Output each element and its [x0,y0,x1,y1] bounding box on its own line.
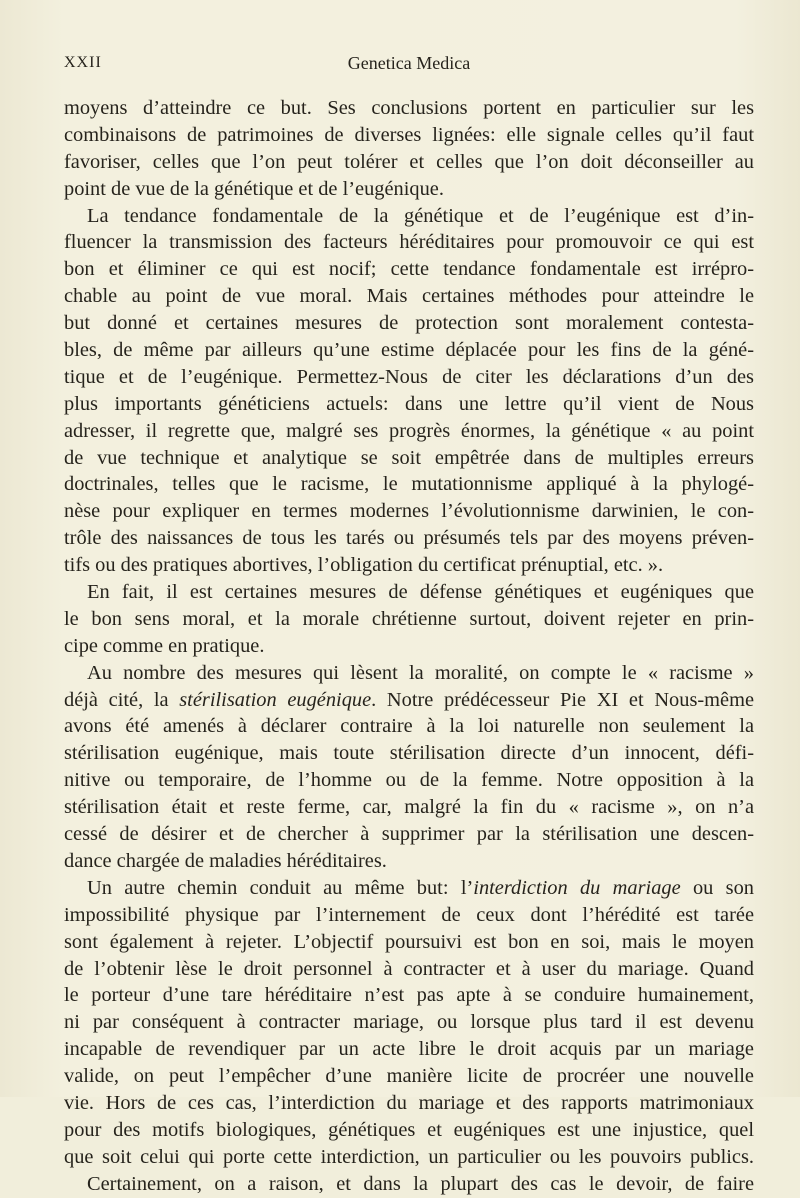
text-line: valide, on peut l’empêcher d’une manière licite de procréer une nouvelle [64,1065,754,1088]
text-line: trôle des naissances de tous les tarés ou présumés tels par des moyens préven- [64,527,754,550]
text-line: de l’obtenir lèse le droit personnel à contracter et à user du mariage. Quand [64,957,754,980]
text-line: nitive ou temporaire, de l’homme ou de la femme. Notre opposition à la [64,769,754,792]
text-line: bles, de même par ailleurs qu’une estime déplacée pour les fins de la géné- [64,339,754,362]
text-line: stérilisation eugénique, mais toute stérilisation directe d’un innocent, défi- [64,742,754,765]
text-line: combinaisons de patrimoines de diverses lignées: elle signale celles qu’il faut [64,123,754,146]
text-line: plus importants généticiens actuels: dans une lettre qu’il vient de Nous [64,392,754,415]
text-line: but donné et certaines mesures de protection sont moralement contesta- [64,312,754,335]
text-line: moyens d’atteindre ce but. Ses conclusions portent en particulier sur les [64,97,754,119]
text-line [64,687,754,714]
running-header [64,49,754,77]
text-line: tique et de l’eugénique. Permettez-Nous de citer les déclarations d’un des [64,365,754,388]
text-line: favoriser, celles que l’on peut tolérer et celles que l’on doit déconseiller au [64,150,754,173]
body-text [64,95,754,1198]
text-line: de vue technique et analytique se soit empêtrée dans de multiples erreurs [64,446,754,469]
text-line: nèse pour expliquer en termes modernes l’évolutionnisme darwinien, le con- [64,500,754,523]
text-line: le bon sens moral, et la morale chrétienne surtout, doivent rejeter en prin- [64,607,754,630]
text-line: impossibilité physique par l’internement de ceux dont l’hérédité est tarée [64,903,754,926]
text-line: fluencer la transmission des facteurs héréditaires pour promouvoir ce qui est [64,231,754,254]
emphasis-sterilisation-eugenique: stérilisation eugénique [179,688,372,711]
text-line: le porteur d’une tare héréditaire n’est pas apte à se conduire humainement, [64,984,754,1007]
text-line: cessé de désirer et de chercher à supprimer par la stérilisation une descen- [64,823,754,846]
text-line: doctrinales, telles que le racisme, le mutationnisme appliqué à la phylogé- [64,473,754,496]
text-line: bon et éliminer ce qui est nocif; cette tendance fondamentale est irrépro- [64,258,754,281]
text-line: Certainement, on a raison, et dans la plupart des cas le devoir, de faire [87,1172,754,1195]
text-run: ou son [680,876,754,899]
text-line: chable au point de vue moral. Mais certaines méthodes pour atteindre le [64,285,754,308]
text-run: déjà cité, la [64,688,180,711]
text-line: dance chargée de maladies héréditaires. [64,849,387,872]
text-line: point de vue de la génétique et de l’eugénique. [64,177,444,200]
text-line: pour des motifs biologiques, génétiques et eugéniques est une injustice, quel [64,1118,754,1141]
text-line: La tendance fondamentale de la génétique et de l’eugénique est d’in- [87,204,754,227]
text-line [64,875,754,902]
page-number: XXII [64,54,102,71]
text-line: cipe comme en pratique. [64,634,265,657]
text-line: que soit celui qui porte cette interdiction, un particulier ou les pouvoirs publics. [64,1145,754,1168]
running-title: Genetica Medica [347,53,471,73]
emphasis-interdiction-du-mariage: interdiction du mariage [473,876,681,899]
text-line: stérilisation était et reste ferme, car, malgré la fin du « racisme », on n’a [64,796,754,819]
text-line: sont également à rejeter. L’objectif poursuivi est bon en soi, mais le moyen [64,930,754,953]
text-line: avons été amenés à déclarer contraire à la loi naturelle non seulement la [64,715,754,738]
text-line: Au nombre des mesures qui lèsent la moralité, on compte le « racisme » [87,661,754,684]
text-line: En fait, il est certaines mesures de défense génétiques et eugéniques que [87,581,754,604]
text-line: incapable de revendiquer par un acte libre le droit acquis par un mariage [64,1038,754,1061]
text-run: . Notre prédécesseur Pie XI et Nous-même [371,688,754,711]
text-line: vie. Hors de ces cas, l’interdiction du mariage et des rapports matrimoniaux [64,1091,754,1114]
text-line: tifs ou des pratiques abortives, l’obligation du certificat prénuptial, etc. ». [64,554,664,577]
text-line: adresser, il regrette que, malgré ses progrès énormes, la génétique « au point [64,419,754,442]
text-line: ni par conséquent à contracter mariage, ou lorsque plus tard il est devenu [64,1011,754,1034]
text-run: Un autre chemin conduit au même but: l’ [87,876,474,899]
